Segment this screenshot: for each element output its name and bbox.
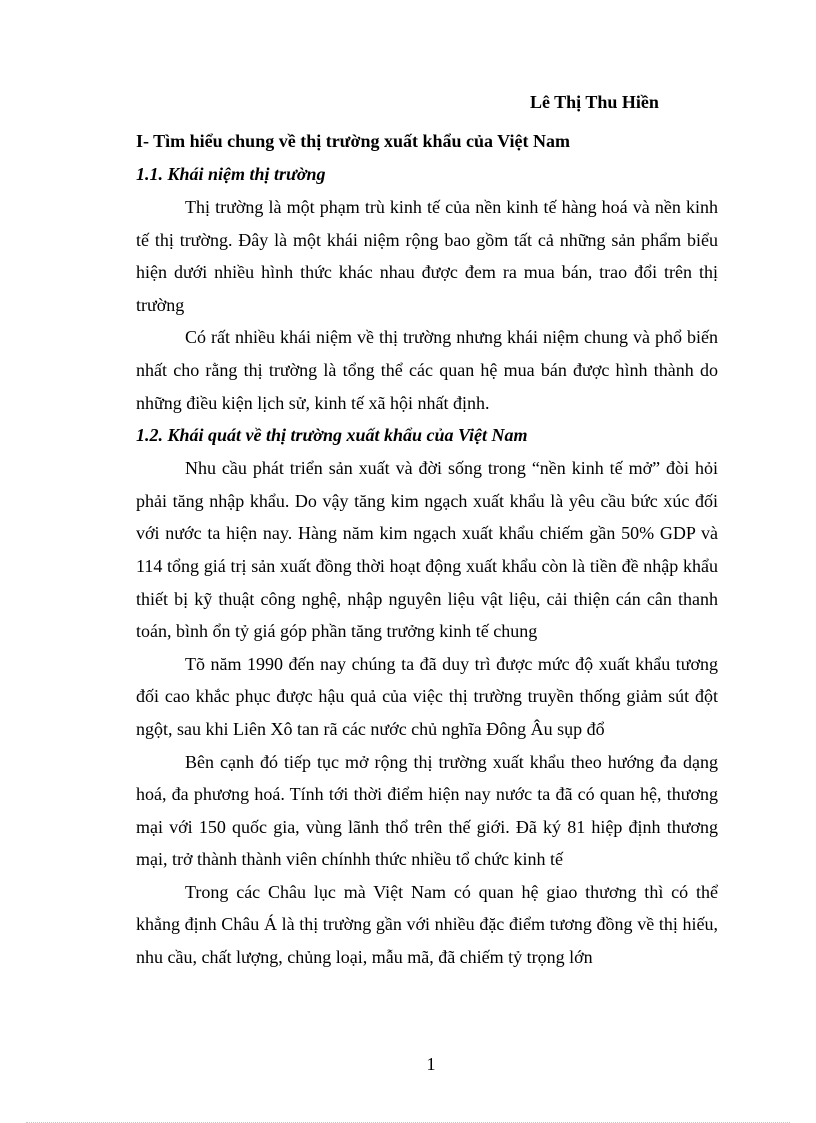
paragraph: Có rất nhiều khái niệm về thị trường nhưng khái niệm chung và phổ biến nhất cho rằng thị trường là tổng thể các quan hệ mua bán được hình thành do những điều kiện lịch sử, kinh tế xã hội nhất định. (136, 327, 718, 413)
section-heading: I- Tìm hiểu chung về thị trường xuất khẩu của Việt Nam (136, 131, 570, 151)
document-body (136, 125, 718, 974)
paragraph: Thị trường là một phạm trù kinh tế của nền kinh tế hàng hoá và nền kinh tế thị trường. Đây là một khái niệm rộng bao gồm tất cả những sản phẩm biểu hiện dưới nhiều hình thức khác nhau được đem ra mua bán, trao đổi trên thị trường (136, 197, 718, 315)
paragraph: Trong các Châu lục mà Việt Nam có quan hệ giao thương thì có thể khẳng định Châu Á là thị trường gần với nhiều đặc điểm tương đồng về thị hiếu, nhu cầu, chất lượng, chủng loại, mẫu mã, đã chiếm tỷ trọng lớn (136, 881, 718, 968)
subsection-heading-2: 1.2. Khái quát về thị trường xuất khẩu của Việt Nam (136, 425, 528, 446)
page-number: 1 (426, 1054, 436, 1074)
author-name: Lê Thị Thu Hiền (530, 92, 659, 112)
paragraph: Bên cạnh đó tiếp tục mở rộng thị trường xuất khẩu theo hướng đa dạng hoá, đa phương hoá. Tính tới thời điểm hiện nay nước ta đã có quan hệ, thương mại với 150 quốc gia, vùng lãnh thổ trên thế giới. Đã ký 81 hiệp định thương mại, trở thành thành viên chínhh thức nhiều tổ chức kinh tế (136, 751, 718, 870)
paragraph: Nhu cầu phát triển sản xuất và đời sống trong “nền kinh tế mở” đòi hỏi phải tăng nhập khẩu. Do vậy tăng kim ngạch xuất khẩu là yêu cầu bức xúc đối với nước ta hiện nay. Hàng năm kim ngạch xuất khẩu chiếm gần 50% GDP và 114 tổng giá trị sản xuất đồng thời hoạt động xuất khẩu còn là tiền đề nhập khẩu thiết bị kỹ thuật công nghệ, nhập nguyên liệu vật liệu, cải thiện cán cân thanh toán, bình ổn tỷ giá góp phần tăng trưởng kinh tế chung (136, 458, 718, 642)
subsection-heading-1: 1.1. Khái niệm thị trường (136, 164, 326, 184)
paragraph: Tõ năm 1990 đến nay chúng ta đã duy trì được mức độ xuất khẩu tương đối cao khắc phục được hậu quả của việc thị trường truyền thống giảm sút đột ngột, sau khi Liên Xô tan rã các nước chủ nghĩa Đông Âu sụp đổ (136, 653, 718, 739)
